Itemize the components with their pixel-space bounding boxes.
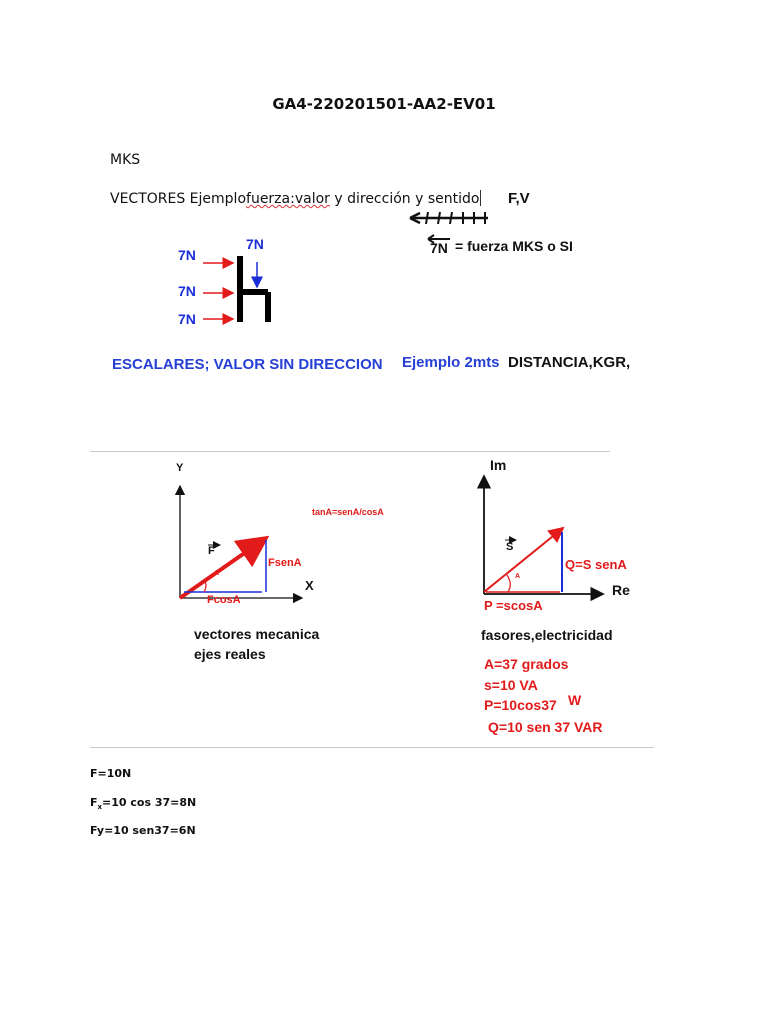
escalares-heading: ESCALARES; VALOR SIN DIRECCION <box>112 356 383 373</box>
vectores-suffix: y dirección y sentido <box>329 191 480 207</box>
value-angle: A=37 grados <box>484 656 569 672</box>
vector-s-label: S <box>506 541 514 553</box>
p-label: P =scosA <box>484 598 543 613</box>
chair-shape-icon <box>203 256 268 322</box>
fcosa-label: FcosA <box>207 594 241 606</box>
im-axis-label: Im <box>490 457 507 473</box>
vector-f-label: F <box>208 545 215 557</box>
equation-f: F=10N <box>90 767 132 780</box>
vectores-underlined: fuerza:valor <box>246 191 330 207</box>
value-w: W <box>568 692 582 708</box>
re-axis-label: Re <box>612 582 630 598</box>
mks-heading: MKS <box>110 152 141 168</box>
right-graph <box>484 476 603 594</box>
q-label: Q=S senA <box>565 557 627 572</box>
left-force-label-1: 7N <box>178 247 196 263</box>
x-axis-label: X <box>305 578 314 593</box>
tan-formula: tanA=senA/cosA <box>312 507 384 517</box>
fuerza-arrow-label: 7N <box>430 240 448 256</box>
vectores-prefix: VECTORES Ejemplo <box>110 191 247 207</box>
value-q: Q=10 sen 37 VAR <box>488 719 603 735</box>
divider-bottom <box>90 747 654 748</box>
fv-label: F,V <box>508 190 530 207</box>
left-caption-1: vectores mecanica <box>194 626 320 642</box>
value-p: P=10cos37 <box>484 697 557 713</box>
left-graph <box>180 486 302 598</box>
left-force-label-3: 7N <box>178 311 196 327</box>
fuerza-note: = fuerza MKS o SI <box>455 238 573 254</box>
divider-top <box>90 451 610 452</box>
fx-rest: =10 cos 37=8N <box>102 796 197 809</box>
tick-vector-icon <box>410 212 488 224</box>
y-axis-label: Y <box>176 462 184 474</box>
right-caption: fasores,electricidad <box>481 627 613 643</box>
fx-main: F <box>90 796 98 809</box>
fsena-label: FsenA <box>268 557 302 569</box>
equation-fx <box>90 796 196 811</box>
left-angle-label: A <box>214 570 220 577</box>
ejemplo-text: Ejemplo 2mts <box>402 354 500 371</box>
fx-sub: x <box>97 803 103 812</box>
distancia-text: DISTANCIA,KGR, <box>508 354 631 371</box>
top-force-label: 7N <box>246 236 264 252</box>
value-s: s=10 VA <box>484 677 538 693</box>
right-angle-label: A <box>515 573 521 580</box>
page-title: GA4-220201501-AA2-EV01 <box>272 95 496 113</box>
left-force-label-2: 7N <box>178 283 196 299</box>
equation-fy: Fy=10 sen37=6N <box>90 824 196 837</box>
left-caption-2: ejes reales <box>194 646 266 662</box>
